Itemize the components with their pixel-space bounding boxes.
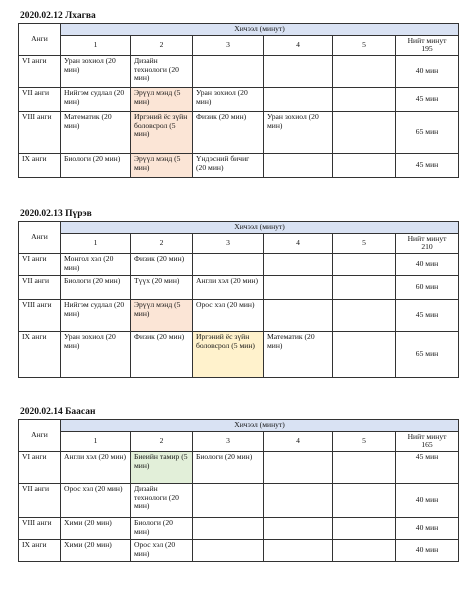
lesson-number-header: 1 xyxy=(61,234,131,254)
lesson-cell xyxy=(264,154,333,178)
class-cell: VI анги xyxy=(19,452,61,484)
lesson-cell xyxy=(264,56,333,88)
lesson-cell xyxy=(333,540,396,562)
lesson-cell: Орос хэл (20 мин) xyxy=(61,484,131,518)
lesson-cell: Физик (20 мин) xyxy=(131,332,193,378)
total-minutes-header xyxy=(396,36,459,56)
lesson-cell: Үндэсний бичиг (20 мин) xyxy=(193,154,264,178)
lesson-cell: Хими (20 мин) xyxy=(61,518,131,540)
lesson-cell: Биологи (20 мин) xyxy=(193,452,264,484)
lesson-cell xyxy=(333,276,396,300)
table-row xyxy=(19,56,459,88)
class-column-header: Анги xyxy=(19,420,61,452)
lesson-cell: Орос хэл (20 мин) xyxy=(131,540,193,562)
lesson-cell xyxy=(264,300,333,332)
lesson-cell xyxy=(333,254,396,276)
lesson-number-header: 5 xyxy=(333,432,396,452)
schedule-table xyxy=(18,221,459,378)
table-row xyxy=(19,154,459,178)
section-heading: 2020.02.13 Пүрэв xyxy=(20,209,92,219)
lesson-cell xyxy=(333,484,396,518)
class-cell: VIII анги xyxy=(19,300,61,332)
lessons-group-header: Хичээл (минут) xyxy=(61,222,459,234)
lesson-cell xyxy=(193,254,264,276)
lesson-number-header: 4 xyxy=(264,432,333,452)
lesson-cell xyxy=(264,452,333,484)
class-cell: VI анги xyxy=(19,254,61,276)
lesson-cell xyxy=(333,154,396,178)
class-column-header: Анги xyxy=(19,24,61,56)
lesson-cell xyxy=(333,332,396,378)
lesson-cell: Англи хэл (20 мин) xyxy=(193,276,264,300)
schedule-table xyxy=(18,23,459,178)
lesson-cell: Уран зохиол (20 мин) xyxy=(193,88,264,112)
lesson-number-header: 4 xyxy=(264,36,333,56)
table-header-row xyxy=(19,24,459,36)
total-minutes-label: Нийт минут xyxy=(407,234,447,243)
total-cell: 45 мин xyxy=(396,88,459,112)
class-cell: VIII анги xyxy=(19,518,61,540)
lesson-cell-highlighted: Эрүүл мэнд (5 мин) xyxy=(131,300,193,332)
lesson-cell xyxy=(193,484,264,518)
table-row xyxy=(19,112,459,154)
lesson-cell-highlighted: Биеийн тамир (5 мин) xyxy=(131,452,193,484)
lesson-cell: Математик (20 мин) xyxy=(264,332,333,378)
lesson-cell xyxy=(264,540,333,562)
lesson-cell-highlighted: Эрүүл мэнд (5 мин) xyxy=(131,88,193,112)
lesson-cell: Монгол хэл (20 мин) xyxy=(61,254,131,276)
lesson-cell: Биологи (20 мин) xyxy=(131,518,193,540)
total-cell: 40 мин xyxy=(396,484,459,518)
lesson-cell: Физик (20 мин) xyxy=(131,254,193,276)
lesson-cell: Уран зохиол (20 мин) xyxy=(61,56,131,88)
lesson-number-header: 2 xyxy=(131,234,193,254)
lesson-cell xyxy=(264,88,333,112)
lesson-cell-highlighted: Эрүүл мэнд (5 мин) xyxy=(131,154,193,178)
lesson-cell: Биологи (20 мин) xyxy=(61,276,131,300)
table-row xyxy=(19,540,459,562)
lesson-number-header: 3 xyxy=(193,432,264,452)
lesson-cell: Математик (20 мин) xyxy=(61,112,131,154)
class-cell: VII анги xyxy=(19,276,61,300)
class-cell: VII анги xyxy=(19,88,61,112)
lesson-cell xyxy=(264,484,333,518)
lessons-group-header: Хичээл (минут) xyxy=(61,24,459,36)
day-section-thursday xyxy=(18,207,458,378)
total-cell: 40 мин xyxy=(396,518,459,540)
lessons-group-header: Хичээл (минут) xyxy=(61,420,459,432)
lesson-cell: Дизайн технологи (20 мин) xyxy=(131,56,193,88)
table-row xyxy=(19,332,459,378)
total-cell: 65 мин xyxy=(396,332,459,378)
table-header-row xyxy=(19,420,459,432)
lesson-cell xyxy=(333,112,396,154)
lesson-cell: Уран зохиол (20 мин) xyxy=(61,332,131,378)
lesson-number-header: 2 xyxy=(131,36,193,56)
lesson-cell: Нийгэм судлал (20 мин) xyxy=(61,88,131,112)
lesson-number-header: 3 xyxy=(193,234,264,254)
table-header-row xyxy=(19,222,459,234)
lesson-cell-highlighted: Иргэний ёс зүйн боловсрол (5 мин) xyxy=(131,112,193,154)
total-cell: 40 мин xyxy=(396,540,459,562)
lesson-cell: Уран зохиол (20 мин) xyxy=(264,112,333,154)
lesson-cell xyxy=(333,452,396,484)
total-minutes-value: 195 xyxy=(421,44,433,54)
table-row xyxy=(19,254,459,276)
lesson-cell xyxy=(333,88,396,112)
lesson-number-header: 2 xyxy=(131,432,193,452)
class-cell: IX анги xyxy=(19,332,61,378)
lesson-number-header: 5 xyxy=(333,36,396,56)
total-minutes-label: Нийт минут xyxy=(407,36,447,45)
total-cell: 45 мин xyxy=(396,300,459,332)
lesson-cell xyxy=(193,540,264,562)
table-subheader-row xyxy=(19,234,459,254)
day-section-friday xyxy=(18,405,458,562)
lesson-cell xyxy=(264,254,333,276)
class-cell: VI анги xyxy=(19,56,61,88)
class-column-header: Анги xyxy=(19,222,61,254)
lesson-cell xyxy=(264,276,333,300)
lesson-cell xyxy=(333,518,396,540)
table-row xyxy=(19,276,459,300)
lesson-cell: Дизайн технологи (20 мин) xyxy=(131,484,193,518)
lesson-cell xyxy=(333,300,396,332)
class-cell: VII анги xyxy=(19,484,61,518)
lesson-cell: Биологи (20 мин) xyxy=(61,154,131,178)
lesson-cell xyxy=(193,518,264,540)
total-cell: 40 мин xyxy=(396,56,459,88)
lesson-cell-highlighted: Иргэний ёс зүйн боловсрол (5 мин) xyxy=(193,332,264,378)
class-cell: VIII анги xyxy=(19,112,61,154)
table-row xyxy=(19,88,459,112)
table-row xyxy=(19,484,459,518)
lesson-cell: Орос хэл (20 мин) xyxy=(193,300,264,332)
total-cell: 45 мин xyxy=(396,154,459,178)
section-heading: 2020.02.12 Лхагва xyxy=(20,11,96,21)
table-row xyxy=(19,452,459,484)
lesson-cell: Нийгэм судлал (20 мин) xyxy=(61,300,131,332)
lesson-number-header: 3 xyxy=(193,36,264,56)
total-minutes-value: 210 xyxy=(421,242,433,252)
table-row xyxy=(19,518,459,540)
table-subheader-row xyxy=(19,432,459,452)
total-cell: 40 мин xyxy=(396,254,459,276)
lesson-cell: Түүх (20 мин) xyxy=(131,276,193,300)
lesson-number-header: 5 xyxy=(333,234,396,254)
lesson-cell xyxy=(333,56,396,88)
total-cell: 60 мин xyxy=(396,276,459,300)
lesson-number-header: 1 xyxy=(61,36,131,56)
total-cell: 45 мин xyxy=(396,452,459,484)
section-heading: 2020.02.14 Баасан xyxy=(20,407,96,417)
total-cell: 65 мин xyxy=(396,112,459,154)
lesson-cell xyxy=(193,56,264,88)
schedule-table xyxy=(18,419,459,562)
day-section-wednesday xyxy=(18,9,458,178)
class-cell: IX анги xyxy=(19,540,61,562)
lesson-number-header: 4 xyxy=(264,234,333,254)
total-minutes-value: 165 xyxy=(421,440,433,450)
lesson-cell: Англи хэл (20 мин) xyxy=(61,452,131,484)
lesson-cell xyxy=(264,518,333,540)
class-cell: IX анги xyxy=(19,154,61,178)
table-subheader-row xyxy=(19,36,459,56)
table-row xyxy=(19,300,459,332)
lesson-number-header: 1 xyxy=(61,432,131,452)
lesson-cell: Физик (20 мин) xyxy=(193,112,264,154)
lesson-cell: Хими (20 мин) xyxy=(61,540,131,562)
total-minutes-header xyxy=(396,432,459,452)
total-minutes-label: Нийт минут xyxy=(407,432,447,441)
total-minutes-header xyxy=(396,234,459,254)
